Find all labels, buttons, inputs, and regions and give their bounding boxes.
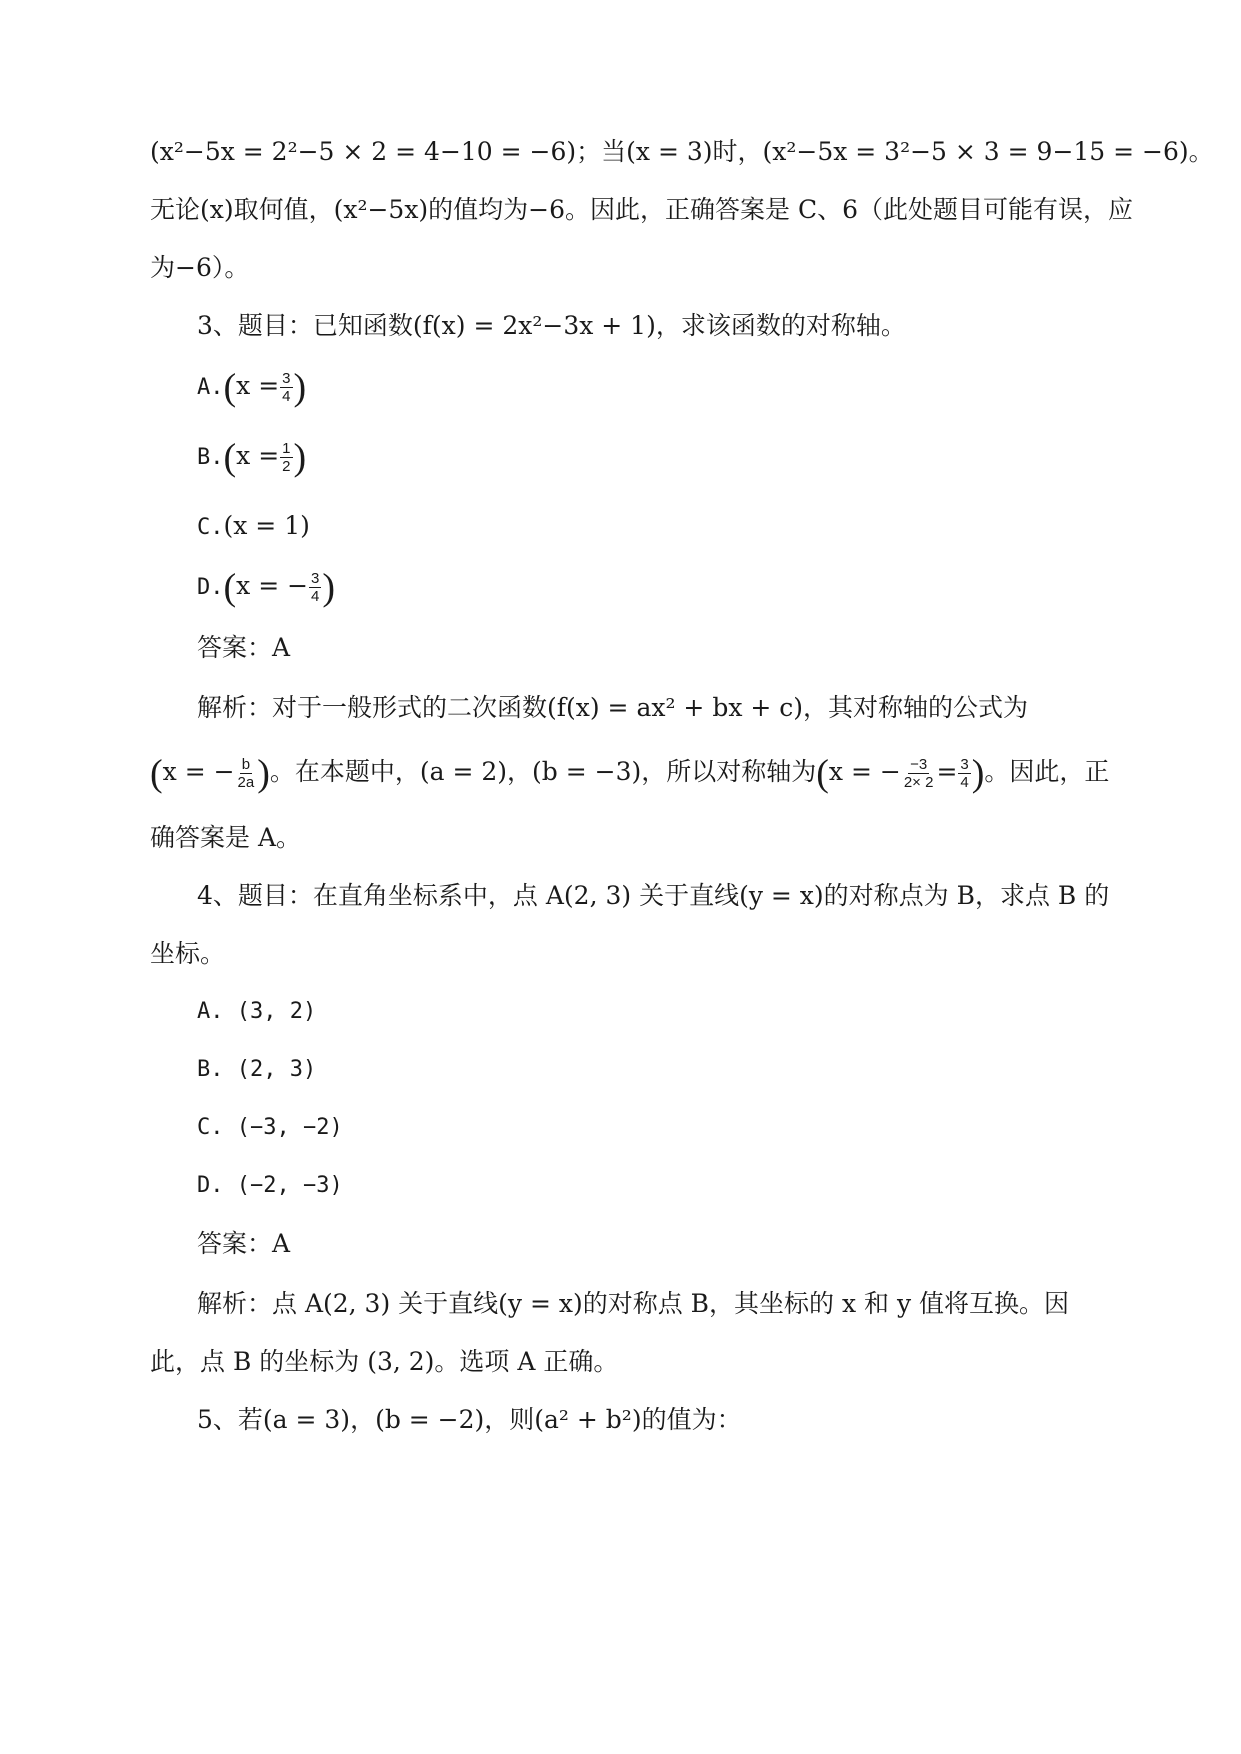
option-c: C. (−3, −2) (197, 1115, 343, 1140)
option-label: A. (197, 375, 224, 400)
explanation-line: 解析：对于一般形式的二次函数(f(x) = ax² + bx + c)，其对称轴的公式为 (197, 693, 1029, 722)
paren-right: ) (293, 436, 307, 479)
numerator: 3 (960, 756, 969, 773)
option-b (0, 436, 1241, 478)
numerator: b (241, 756, 251, 773)
answer-line: 答案：A (197, 633, 291, 662)
paren-right: ) (971, 752, 985, 795)
question-5-stem: 5、若(a = 3)，(b = −2)，则(a² + b²)的值为： (197, 1405, 742, 1434)
denominator: 4 (282, 388, 291, 405)
option-formula: (x = 1) (223, 511, 310, 540)
option-label: D. (197, 575, 224, 600)
fraction (309, 570, 321, 605)
denominator: 4 (311, 588, 320, 605)
option-formula-lhs: x = − (236, 571, 309, 600)
question-3-stem: 3、题目：已知函数(f(x) = 2x²−3x + 1)，求该函数的对称轴。 (197, 311, 906, 340)
paren-left: ( (816, 752, 829, 795)
formula-lhs: x = − (162, 757, 235, 786)
explanation-line (0, 752, 1241, 794)
explanation-line: 确答案是 A。 (150, 823, 302, 852)
explanation-text: 。因此，正 (984, 757, 1110, 786)
paragraph-line: (x²−5x = 2²−5 × 2 = 4−10 = −6)；当(x = 3)时，(x²−5x = 3²−5 × 3 = 9−15 = −6)。 (150, 137, 1214, 166)
numerator: 3 (282, 370, 291, 387)
numerator: 1 (282, 440, 291, 457)
equals-sign: = (936, 757, 958, 786)
paren-left: ( (223, 566, 237, 609)
question-4-stem: 坐标。 (150, 939, 226, 968)
explanation-line: 此，点 B 的坐标为 (3, 2)。选项 A 正确。 (150, 1347, 619, 1376)
option-d: D. (−2, −3) (197, 1173, 343, 1198)
paragraph-line: 无论(x)取何值，(x²−5x)的值均为−6。因此，正确答案是 C、6（此处题目可能有误，应 (150, 195, 1134, 224)
question-4-stem: 4、题目：在直角坐标系中，点 A(2, 3) 关于直线(y = x)的对称点为 B，求点 B 的 (197, 881, 1110, 910)
denominator: 2× 2 (903, 774, 934, 791)
option-d (0, 566, 1241, 608)
denominator: 2a (237, 774, 255, 791)
fraction (902, 756, 936, 791)
numerator: −3 (910, 756, 928, 773)
explanation-text: 。在本题中，(a = 2)，(b = −3)，所以对称轴为 (269, 757, 817, 786)
paren-left: ( (223, 436, 237, 479)
paren-right: ) (293, 366, 307, 409)
denominator: 4 (960, 774, 969, 791)
paren-left: ( (223, 366, 237, 409)
answer-line: 答案：A (197, 1229, 291, 1258)
fraction (280, 440, 292, 475)
explanation-line: 解析：点 A(2, 3) 关于直线(y = x)的对称点 B，其坐标的 x 和 y 值将互换。因 (197, 1289, 1070, 1318)
option-b: B. (2, 3) (197, 1057, 317, 1082)
option-formula-lhs: x = (236, 441, 280, 470)
fraction (280, 370, 292, 405)
option-c (0, 506, 1241, 548)
fraction (236, 756, 257, 791)
denominator: 2 (282, 458, 291, 475)
option-label: B. (197, 445, 224, 470)
paren-right: ) (257, 752, 270, 795)
option-a (0, 366, 1241, 408)
paren-left: ( (150, 752, 163, 795)
paragraph-line: 为−6）。 (150, 253, 250, 282)
fraction (958, 756, 970, 791)
option-label: C. (197, 515, 224, 540)
formula-lhs: x = − (828, 757, 901, 786)
option-formula-lhs: x = (236, 371, 280, 400)
paren-right: ) (322, 566, 336, 609)
numerator: 3 (311, 570, 320, 587)
option-a: A. (3, 2) (197, 999, 317, 1024)
